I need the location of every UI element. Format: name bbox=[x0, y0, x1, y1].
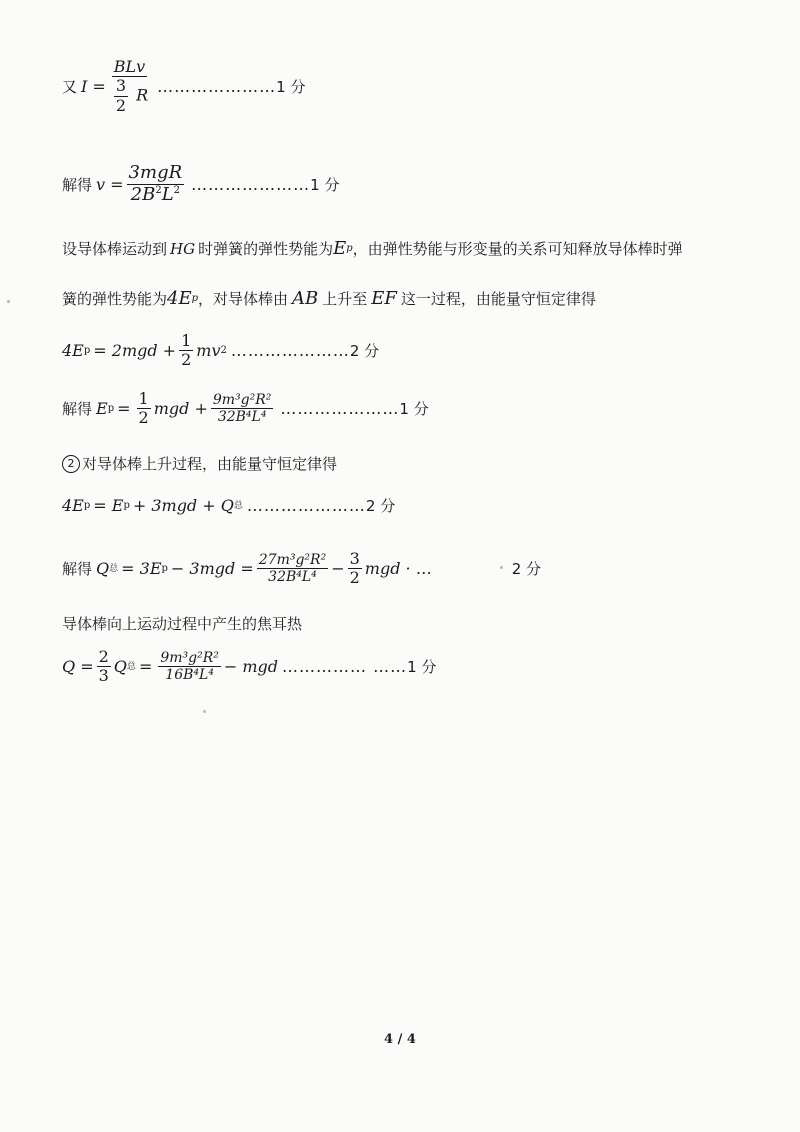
text-joule-heat: 导体棒向上运动过程中产生的焦耳热 bbox=[62, 615, 303, 633]
text-paragraph-1: 设导体棒运动到 HG 时弹簧的弹性势能为 E p ，由弹性势能与形变量的关系可知释放导体棒时弹 bbox=[62, 238, 683, 259]
scan-speck bbox=[7, 300, 10, 303]
equation-velocity: 解得 v = $\frac{\text{3mgR}}{2B^2L^2}$ ………………… 1 分 bbox=[62, 162, 340, 205]
circled-number: 2 bbox=[62, 455, 80, 473]
text-paragraph-2: 簧的弹性势能为 4E p ，对导体棒由 AB 上升至 EF 这一过程，由能量守恒定律得 bbox=[62, 288, 596, 309]
equation-current: 又 I = BLv $\frac{3}{2}$ R ………………… 1 分 bbox=[62, 57, 306, 115]
equation-energy-1: 4E p = 2mgd + $\frac{1}{2}$ mv 2 ………………… 2 分 bbox=[62, 331, 380, 370]
page-number: 4 / 4 bbox=[384, 1032, 416, 1047]
scan-speck bbox=[203, 710, 206, 713]
equation-joule-heat: Q = $\frac{2}{3}$ Q 总 = $\frac{\text{9m³g²R²}}{\text{16B⁴L⁴}}$ − mgd …………… …… 1 分 bbox=[62, 647, 437, 686]
text-part-2: 2 对导体棒上升过程，由能量守恒定律得 bbox=[62, 453, 337, 474]
equation-ep-result: 解得 E p = $\frac{1}{2}$ mgd + $\frac{\text{9m³g²R²}}{\text{32B⁴L⁴}}$ ………………… 1 分 bbox=[62, 389, 429, 428]
equation-energy-2: 4E p = E p + 3mgd + Q 总 ………………… 2 分 bbox=[62, 496, 396, 515]
fraction-current: BLv $\frac{3}{2}$ R bbox=[113, 57, 149, 115]
scan-speck bbox=[500, 566, 503, 569]
equation-q-total: 解得 Q 总 = 3E p − 3mgd = $\frac{\text{27m³g²R²}}{\text{32B⁴L⁴}}$ − $\frac{3}{2}$ mgd · … 2 分 bbox=[62, 549, 542, 588]
